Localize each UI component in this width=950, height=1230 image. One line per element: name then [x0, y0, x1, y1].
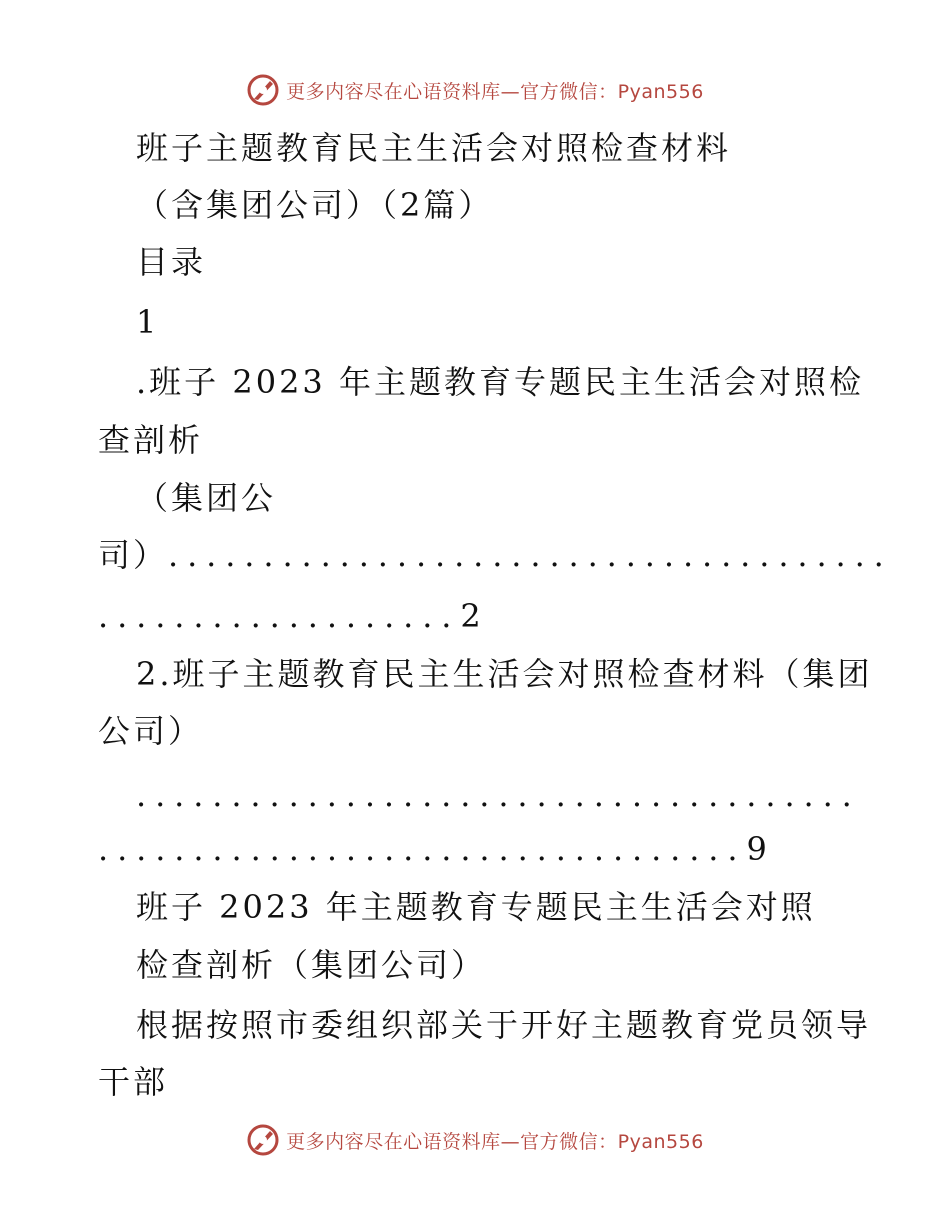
section-title-line-2: 检查剖析（集团公司）: [136, 946, 487, 984]
toc-item-1-title-end: 司）: [98, 536, 169, 574]
header-watermark: [0, 70, 950, 110]
footer-watermark: [0, 1120, 950, 1160]
toc-item-1-title-cont: 查剖析: [98, 421, 204, 459]
toc-item-1-title[interactable]: .班子 2023 年主题教育专题民主生活会对照检: [136, 363, 864, 401]
quill-logo-icon: [246, 73, 280, 107]
watermark-text: 更多内容尽在心语资料库—官方微信：Pyan556: [286, 1130, 704, 1153]
toc-item-1-leader: ......................................: [168, 536, 893, 574]
watermark-text: 更多内容尽在心语资料库—官方微信：Pyan556: [286, 80, 704, 103]
toc-item-1-title-cont: （集团公: [136, 479, 277, 517]
body-paragraph-line-1: 根据按照市委组织部关于开好主题教育党员领导: [136, 1006, 872, 1044]
quill-logo-icon: [246, 1123, 280, 1157]
toc-item-1-leader: ...................: [98, 597, 461, 635]
toc-heading: 目录: [136, 243, 207, 281]
toc-item-2-page: 9: [746, 830, 770, 868]
toc-item-1-leader-line: [98, 596, 484, 636]
toc-item-2-title-cont: 公司）: [98, 712, 204, 750]
body-paragraph-line-2: 干部: [98, 1063, 169, 1101]
toc-item-1-title-cont: [98, 535, 893, 575]
toc-item-2-leader: ......................................: [136, 776, 861, 814]
section-title-line-1: 班子 2023 年主题教育专题民主生活会对照: [136, 888, 816, 926]
toc-item-1-page: 2: [460, 597, 484, 635]
doc-title-line-1: 班子主题教育民主生活会对照检查材料: [136, 129, 732, 167]
toc-item-2-leader: ..................................: [98, 830, 747, 868]
toc-item-2-leader-line: [98, 829, 770, 869]
toc-item-1-number: 1: [136, 303, 160, 341]
doc-title-line-2: （含集团公司）（2篇）: [136, 186, 494, 224]
toc-item-2-title[interactable]: 2.班子主题教育民主生活会对照检查材料（集团: [136, 655, 873, 693]
